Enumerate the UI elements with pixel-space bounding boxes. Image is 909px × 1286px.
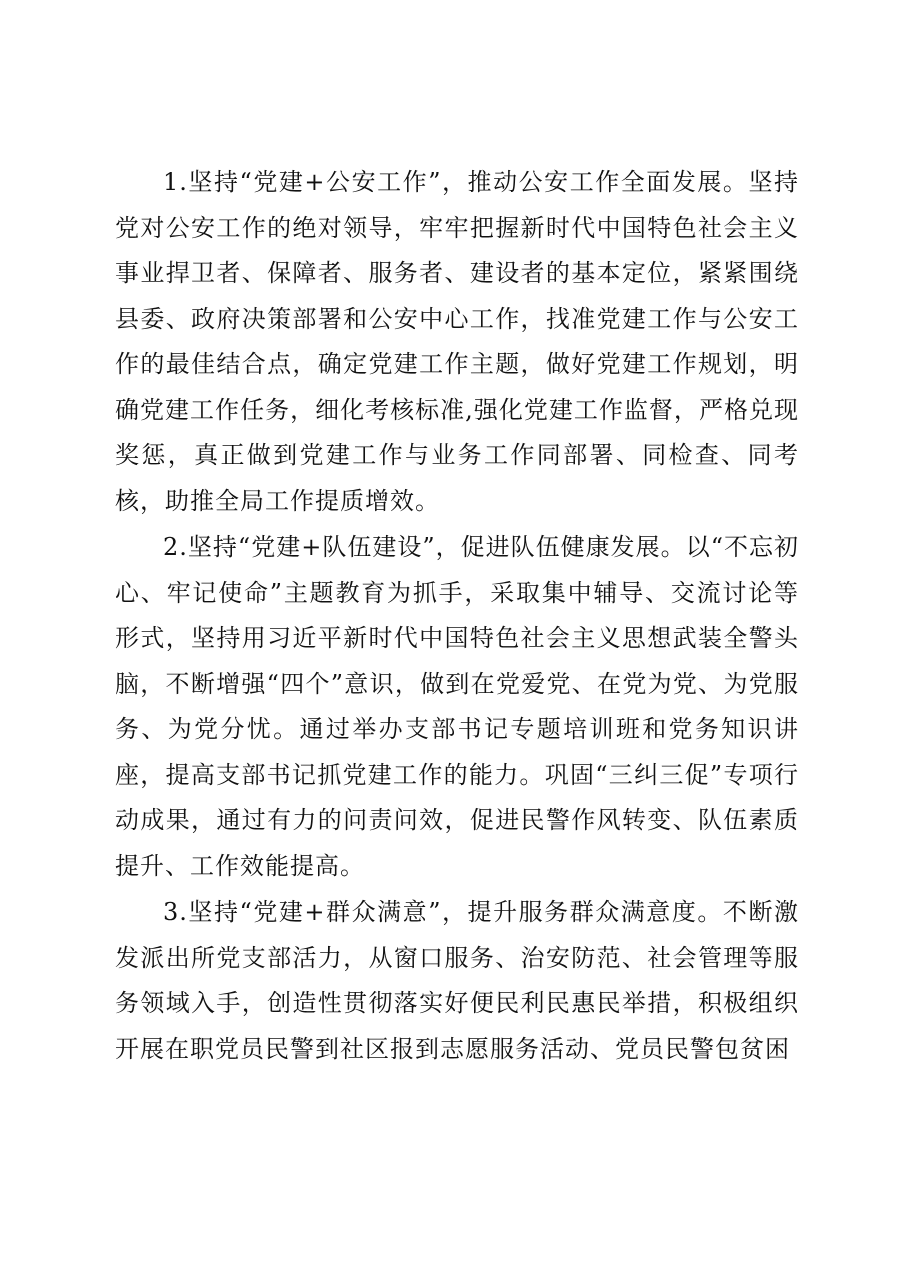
paragraph-2: 2.坚持“党建+队伍建设”，促进队伍健康发展。以“不忘初心、牢记使命”主题教育为抓手，采取集中辅导、交流讨论等形式，坚持用习近平新时代中国特色社会主义思想武装全警头脑，不断增强“四个”意识，做到在党爱党、在党为党、为党服务、为党分忧。通过举办支部书记专题培训班和党务知识讲座，提高支部书记抓党建工作的能力。巩固“三纠三促”专项行动成果，通过有力的问责问效，促进民警作风转变、队伍素质提升、工作效能提高。	[115, 533, 799, 880]
paragraph-1: 1.坚持“党建+公安工作”，推动公安工作全面发展。坚持党对公安工作的绝对领导，牢牢把握新时代中国特色社会主义事业捍卫者、保障者、服务者、建设者的基本定位，紧紧围绕县委、政府决策部署和公安中心工作，找准党建工作与公安工作的最佳结合点，确定党建工作主题，做好党建工作规划，明确党建工作任务，细化考核标准,强化党建工作监督，严格兑现奖惩，真正做到党建工作与业务工作同部署、同检查、同考核，助推全局工作提质增效。	[115, 168, 799, 515]
paragraph-3: 3.坚持“党建+群众满意”，提升服务群众满意度。不断激发派出所党支部活力，从窗口服务、治安防范、社会管理等服务领域入手，创造性贯彻落实好便民利民惠民举措，积极组织开展在职党员民警到社区报到志愿服务活动、党员民警包贫困	[115, 898, 799, 1063]
